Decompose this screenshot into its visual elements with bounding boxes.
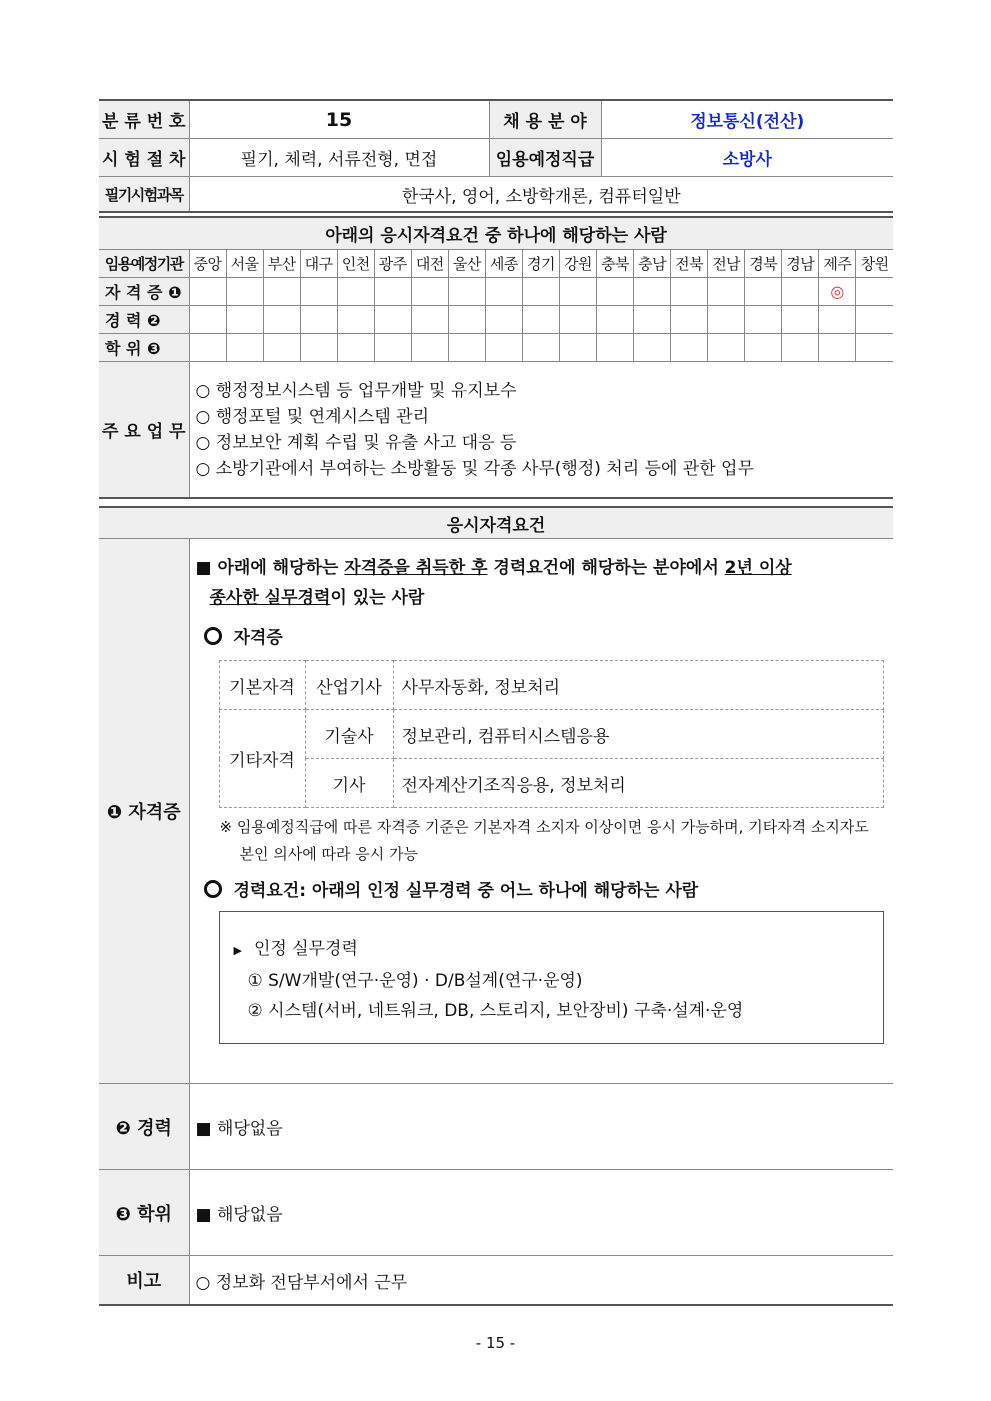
career-item: ② 시스템(서버, 네트워크, DB, 스토리지, 보안장비) 구축·설계·운영	[247, 1001, 744, 1021]
region-mark-cell	[337, 278, 374, 306]
region-mark-cell	[634, 334, 671, 362]
region-mark-cell	[708, 278, 745, 306]
cert-label: ❶ 자격증	[99, 539, 189, 1084]
region-mark-cell	[189, 278, 226, 306]
basic-qual-items: 사무자동화, 정보처리	[393, 661, 883, 710]
row-label-cert: 자 격 증 ❶	[99, 278, 189, 306]
region-mark-cell	[448, 278, 485, 306]
basic-qual-grade: 산업기사	[305, 661, 393, 710]
region-mark-cell	[189, 334, 226, 362]
region-mark-cell	[819, 306, 856, 334]
region-header: 대전	[411, 250, 448, 278]
region-header: 울산	[448, 250, 485, 278]
row-label-career: 경 력 ❷	[99, 306, 189, 334]
other-qual-items: 전자계산기조직응용, 정보처리	[393, 759, 883, 808]
subjects-value: 한국사, 영어, 소방학개론, 컴퓨터일반	[189, 177, 893, 213]
region-mark-cell	[374, 334, 411, 362]
region-mark-cell	[634, 306, 671, 334]
career-label: ❷ 경력	[99, 1084, 189, 1170]
region-mark-cell	[597, 278, 634, 306]
rank-value: 소방사	[601, 139, 893, 177]
qualification-table	[99, 506, 893, 1306]
career-box: ▶ 인정 실무경력 ① S/W개발(연구·운영) · D/B설계(연구·운영) ② 시스템(서버, 네트워크, DB, 스토리지, 보안장비) 구축·설계·운영	[219, 911, 884, 1044]
region-mark-cell	[559, 278, 596, 306]
region-mark-cell	[300, 306, 337, 334]
region-mark-cell	[745, 306, 782, 334]
region-mark-cell	[856, 334, 893, 362]
region-mark-cell	[782, 278, 819, 306]
region-mark-cell	[226, 278, 263, 306]
region-mark-cell	[448, 334, 485, 362]
region-mark-cell	[300, 334, 337, 362]
region-mark-cell	[374, 278, 411, 306]
career-value: ■ 해당없음	[189, 1084, 893, 1170]
region-mark-cell	[522, 306, 559, 334]
remarks-value: ○ 정보화 전담부서에서 근무	[189, 1256, 893, 1306]
region-mark-cell	[671, 278, 708, 306]
region-mark-cell	[374, 306, 411, 334]
region-mark-cell: ◎	[819, 278, 856, 306]
other-qual-grade: 기술사	[305, 710, 393, 759]
basic-qual-label: 기본자격	[219, 661, 305, 710]
region-mark-cell	[708, 334, 745, 362]
duty-item: ○ 행정정보시스템 등 업무개발 및 유지보수	[195, 380, 517, 401]
subjects-label: 필기시험과목	[99, 177, 189, 213]
region-mark-cell	[522, 334, 559, 362]
duties-table	[99, 362, 893, 499]
cert-main-statement: ■ 아래에 해당하는 자격증을 취득한 후 경력요건에 해당하는 분야에서 2년 이상 종사한 실무경력이 있는 사람	[195, 558, 792, 608]
career-item: ① S/W개발(연구·운영) · D/B설계(연구·운영)	[247, 971, 583, 991]
triangle-bullet-icon: ▶	[233, 944, 242, 957]
procedure-value: 필기, 체력, 서류전형, 면접	[189, 139, 489, 177]
region-mark-cell	[745, 278, 782, 306]
region-mark-cell	[485, 278, 522, 306]
agency-label: 임용예정기관	[99, 250, 189, 278]
region-mark-cell	[522, 278, 559, 306]
region-mark-cell	[263, 278, 300, 306]
cert-note: ※ 임용예정직급에 따른 자격증 기준은 기본자격 소지자 이상이면 응시 가능하며, 기타자격 소지자도 본인 의사에 따라 응시 가능	[219, 818, 869, 863]
region-mark-cell	[337, 334, 374, 362]
region-mark-cell	[263, 306, 300, 334]
cert-body	[189, 539, 893, 1084]
degree-label: ❸ 학위	[99, 1170, 189, 1256]
region-mark-cell	[337, 306, 374, 334]
other-qual-grade: 기사	[305, 759, 393, 808]
header-table	[99, 99, 893, 213]
region-mark-cell	[634, 278, 671, 306]
circle-bullet-icon	[204, 627, 222, 645]
region-mark-cell	[559, 334, 596, 362]
duties-list	[189, 362, 893, 498]
degree-value: ■ 해당없음	[189, 1170, 893, 1256]
region-mark-cell	[745, 334, 782, 362]
region-header: 세종	[485, 250, 522, 278]
region-header: 경남	[782, 250, 819, 278]
region-header: 충북	[597, 250, 634, 278]
region-header: 중앙	[189, 250, 226, 278]
region-header: 전북	[671, 250, 708, 278]
region-mark-cell	[485, 306, 522, 334]
eligibility-title: 아래의 응시자격요건 중 하나에 해당하는 사람	[99, 217, 893, 250]
circle-bullet-icon	[204, 880, 222, 898]
duty-item: ○ 소방기관에서 부여하는 소방활동 및 각종 사무(행정) 처리 등에 관한 업무	[195, 458, 754, 479]
region-mark-cell	[263, 334, 300, 362]
field-value: 정보통신(전산)	[601, 100, 893, 139]
region-mark-cell	[226, 306, 263, 334]
region-mark-cell	[411, 278, 448, 306]
region-mark-cell	[189, 306, 226, 334]
region-mark-cell	[671, 334, 708, 362]
region-header: 강원	[559, 250, 596, 278]
region-header: 부산	[263, 250, 300, 278]
region-mark-cell	[708, 306, 745, 334]
region-mark-cell	[485, 334, 522, 362]
remarks-label: 비고	[99, 1256, 189, 1306]
region-header: 서울	[226, 250, 263, 278]
region-mark-cell	[597, 334, 634, 362]
cert-heading: 자격증	[204, 623, 894, 648]
row-label-degree: 학 위 ❸	[99, 334, 189, 362]
region-mark-cell	[856, 306, 893, 334]
rank-label: 임용예정직급	[489, 139, 601, 177]
region-mark-cell	[226, 334, 263, 362]
region-mark-cell	[819, 334, 856, 362]
region-mark-cell	[411, 334, 448, 362]
field-label: 채 용 분 야	[489, 100, 601, 139]
duties-label: 주 요 업 무	[99, 362, 189, 498]
qualification-title: 응시자격요건	[99, 507, 893, 539]
region-mark-cell	[597, 306, 634, 334]
career-heading: 경력요건: 아래의 인정 실무경력 중 어느 하나에 해당하는 사람	[204, 876, 894, 901]
region-mark-cell	[671, 306, 708, 334]
region-header: 대구	[300, 250, 337, 278]
region-header: 인천	[337, 250, 374, 278]
other-qual-items: 정보관리, 컴퓨터시스템응용	[393, 710, 883, 759]
region-mark-cell	[782, 334, 819, 362]
procedure-label: 시 험 절 차	[99, 139, 189, 177]
region-mark-cell	[782, 306, 819, 334]
region-header: 광주	[374, 250, 411, 278]
duty-item: ○ 정보보안 계획 수립 및 유출 사고 대응 등	[195, 432, 517, 453]
region-mark-cell	[448, 306, 485, 334]
region-header: 전남	[708, 250, 745, 278]
region-table	[99, 216, 893, 362]
region-header: 경북	[745, 250, 782, 278]
class-no-value: 15	[189, 100, 489, 139]
other-qual-label: 기타자격	[219, 710, 305, 808]
page-number: - 15 -	[475, 1334, 516, 1352]
class-no-label: 분 류 번 호	[99, 100, 189, 139]
region-mark-cell	[559, 306, 596, 334]
region-header: 충남	[634, 250, 671, 278]
region-header: 제주	[819, 250, 856, 278]
duty-item: ○ 행정포털 및 연계시스템 관리	[195, 406, 430, 427]
region-mark-cell	[300, 278, 337, 306]
region-header: 창원	[856, 250, 893, 278]
region-mark-cell	[411, 306, 448, 334]
region-mark-cell	[856, 278, 893, 306]
recruitment-sheet	[99, 99, 893, 1306]
cert-table	[219, 660, 884, 808]
region-header: 경기	[522, 250, 559, 278]
